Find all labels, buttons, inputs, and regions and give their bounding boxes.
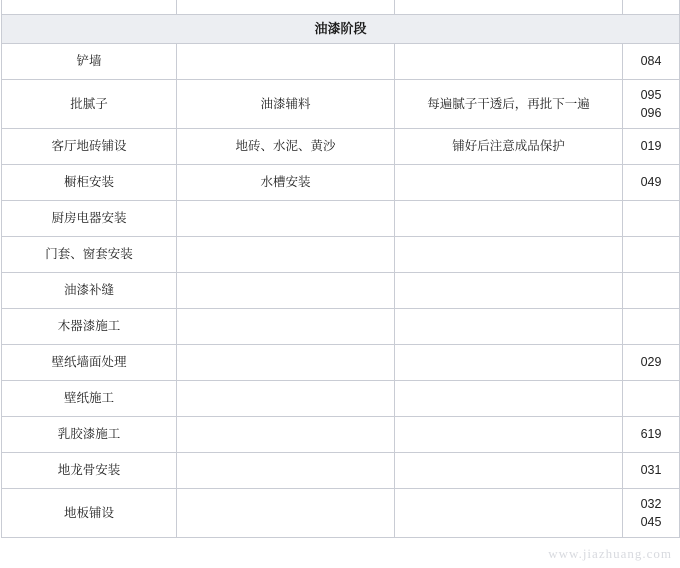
cell-material[interactable]: 水槽安装 (177, 165, 395, 201)
cell-material[interactable]: 油漆辅料 (177, 80, 395, 129)
cell-item-name[interactable]: 乳胶漆施工 (2, 417, 177, 453)
cell-note[interactable] (395, 165, 623, 201)
cell-material[interactable] (177, 489, 395, 538)
table-row (2, 237, 680, 273)
cell-material[interactable] (177, 273, 395, 309)
code-value: 031 (640, 463, 662, 478)
cell-code[interactable] (623, 165, 680, 201)
table-top-strip (2, 0, 680, 15)
cell-code[interactable] (623, 201, 680, 237)
cell-note[interactable] (395, 381, 623, 417)
cell-note[interactable] (395, 309, 623, 345)
construction-schedule-table (1, 0, 680, 538)
cell-item-name[interactable]: 铲墙 (2, 44, 177, 80)
cell-item-name[interactable]: 厨房电器安装 (2, 201, 177, 237)
cell-item-name[interactable]: 壁纸施工 (2, 381, 177, 417)
cell-item-name[interactable]: 木器漆施工 (2, 309, 177, 345)
cell-code[interactable] (623, 489, 680, 538)
cell-item-name[interactable]: 门套、窗套安装 (2, 237, 177, 273)
table-row (2, 309, 680, 345)
cell-code[interactable] (623, 80, 680, 129)
page-title: 油漆阶段 (2, 15, 680, 44)
cell-note[interactable] (395, 417, 623, 453)
cell-code[interactable] (623, 237, 680, 273)
cell-code[interactable] (623, 129, 680, 165)
cell-code[interactable] (623, 44, 680, 80)
cell-item-name[interactable]: 客厅地砖铺设 (2, 129, 177, 165)
cell-material[interactable] (177, 345, 395, 381)
top-strip-cell-2 (177, 0, 395, 15)
table-row (2, 453, 680, 489)
cell-item-name[interactable]: 批腻子 (2, 80, 177, 129)
table-row (2, 273, 680, 309)
table-row (2, 489, 680, 538)
cell-material[interactable] (177, 237, 395, 273)
table-row (2, 80, 680, 129)
table-row (2, 201, 680, 237)
cell-note[interactable] (395, 273, 623, 309)
code-value: 045 (640, 515, 662, 529)
cell-code[interactable] (623, 453, 680, 489)
watermark-text: www.jiazhuang.com (548, 546, 672, 561)
cell-item-name[interactable]: 油漆补缝 (2, 273, 177, 309)
cell-item-name[interactable]: 橱柜安装 (2, 165, 177, 201)
cell-note[interactable] (395, 489, 623, 538)
cell-material[interactable] (177, 453, 395, 489)
cell-code[interactable] (623, 309, 680, 345)
cell-note[interactable]: 铺好后注意成品保护 (395, 129, 623, 165)
cell-material[interactable] (177, 309, 395, 345)
code-value: 084 (640, 54, 662, 69)
code-value: 619 (640, 427, 662, 442)
cell-code[interactable] (623, 381, 680, 417)
table-row (2, 381, 680, 417)
code-value: 095 (640, 87, 662, 102)
cell-note[interactable]: 每遍腻子干透后，再批下一遍 (395, 80, 623, 129)
cell-material[interactable] (177, 44, 395, 80)
top-strip-cell-1 (2, 0, 177, 15)
cell-note[interactable] (395, 201, 623, 237)
table-row (2, 417, 680, 453)
cell-material[interactable] (177, 201, 395, 237)
table-body (2, 0, 680, 538)
cell-item-name[interactable]: 壁纸墙面处理 (2, 345, 177, 381)
cell-code[interactable] (623, 417, 680, 453)
code-value: 019 (640, 139, 662, 154)
table-row (2, 165, 680, 201)
table-row (2, 345, 680, 381)
table-row (2, 129, 680, 165)
code-value: 029 (640, 355, 662, 370)
cell-material[interactable] (177, 381, 395, 417)
top-strip-cell-4 (623, 0, 680, 15)
cell-note[interactable] (395, 44, 623, 80)
cell-note[interactable] (395, 453, 623, 489)
table-row (2, 44, 680, 80)
cell-material[interactable] (177, 417, 395, 453)
cell-item-name[interactable]: 地板铺设 (2, 489, 177, 538)
code-value: 032 (640, 496, 662, 511)
table-header-row (2, 15, 680, 44)
cell-code[interactable] (623, 345, 680, 381)
top-strip-cell-3 (395, 0, 623, 15)
code-value: 096 (640, 106, 662, 120)
cell-code[interactable] (623, 273, 680, 309)
cell-note[interactable] (395, 345, 623, 381)
cell-note[interactable] (395, 237, 623, 273)
cell-material[interactable]: 地砖、水泥、黄沙 (177, 129, 395, 165)
code-value: 049 (640, 175, 662, 190)
cell-item-name[interactable]: 地龙骨安装 (2, 453, 177, 489)
